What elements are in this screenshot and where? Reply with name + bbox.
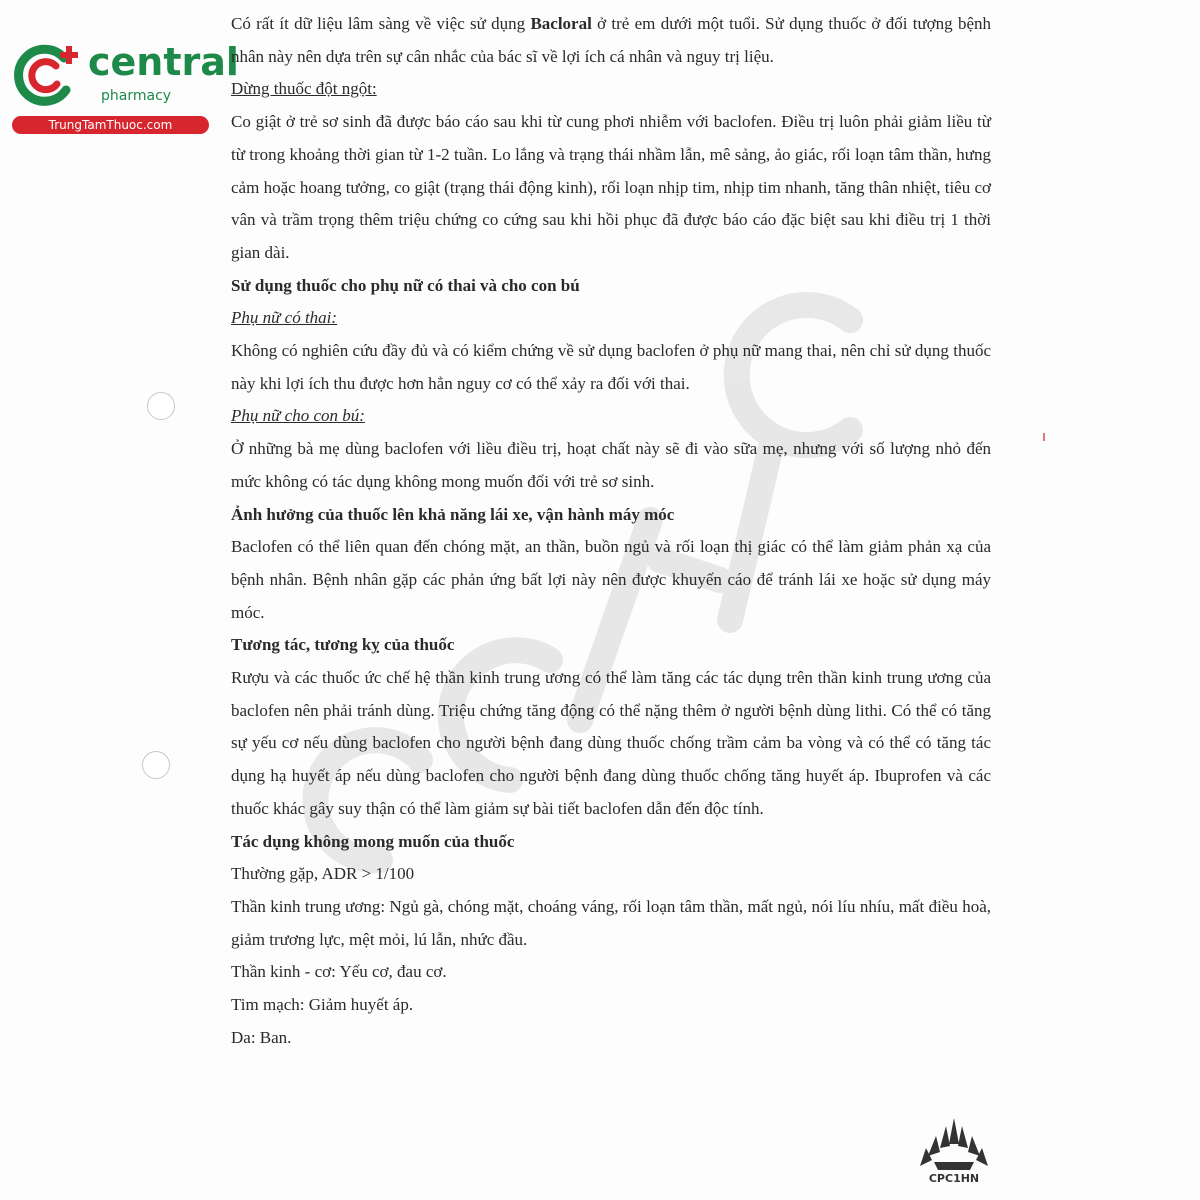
heading-breastfeeding: Phụ nữ cho con bú: <box>231 406 365 426</box>
paragraph-children <box>231 8 991 73</box>
logo-url-badge[interactable]: TrungTamThuoc.com <box>12 116 209 134</box>
p1-text-a: Có rất ít dữ liệu lâm sàng về việc sử dụng <box>231 14 531 33</box>
heading-withdrawal: Dừng thuốc đột ngột: <box>231 79 377 99</box>
paragraph-breastfeeding: Ở những bà mẹ dùng baclofen với liều điều trị, hoạt chất này sẽ đi vào sữa mẹ, nhưng với số lượng nhỏ đến mức không có tác dụng không mong muốn đối với trẻ sơ sinh. <box>231 439 991 491</box>
cpc1hn-logo <box>916 1114 992 1194</box>
scan-speck <box>1043 433 1045 441</box>
p1-text-b: ở trẻ em dưới một tuổi. Sử dụng thuốc ở đối tượng bệnh nhân này nên dựa trên sự cân nhắc của bác sĩ về lợi ích cá nhân và nguy trị liệu. <box>231 14 991 66</box>
adverse-line: Thần kinh - cơ: Yếu cơ, đau cơ. <box>231 962 447 982</box>
logo-sub-text: pharmacy <box>101 88 172 104</box>
central-logo-icon <box>12 40 82 110</box>
heading-pregnant-women: Phụ nữ có thai: <box>231 308 338 328</box>
heading-driving: Ảnh hưởng của thuốc lên khả năng lái xe, vận hành máy móc <box>231 504 675 524</box>
paragraph-driving: Baclofen có thể liên quan đến chóng mặt, an thần, buồn ngủ và rối loạn thị giác có thể làm giảm phản xạ của bệnh nhân. Bệnh nhân gặp các phản ứng bất lợi này nên được khuyến cáo để tránh lái xe hoặc sử dụng máy móc. <box>231 537 991 622</box>
heading-pregnancy-lactation: Sử dụng thuốc cho phụ nữ có thai và cho con bú <box>231 275 580 295</box>
punch-hole-bottom <box>142 751 170 779</box>
paragraph-withdrawal: Co giật ở trẻ sơ sinh đã được báo cáo sau khi từ cung phơi nhiễm với baclofen. Điều trị luôn phải giảm liều từ từ trong khoảng thời gian từ 1-2 tuần. Lo lắng và trạng thái nhầm lẫn, mê sảng, ảo giác, rối loạn tâm thần, hưng cảm hoặc hoang tưởng, co giật (trạng thái động kinh), rối loạn nhịp tim, nhịp tim nhanh, tăng thân nhiệt, tiêu cơ vân và trầm trọng thêm triệu chứng co cứng sau khi hồi phục đã được báo cáo đặc biệt sau khi điều trị 1 thời gian dài. <box>231 112 991 262</box>
document-body <box>231 8 991 1055</box>
paragraph-interactions: Rượu và các thuốc ức chế hệ thần kinh trung ương có thể làm tăng các tác dụng trên thần kinh trung ương của baclofen nên phải tránh dùng. Triệu chứng tăng động có thể nặng thêm ở người bệnh dùng lithi. Có thể có tăng sự yếu cơ nếu dùng baclofen cho người bệnh đang dùng thuốc chống trầm cảm ba vòng và có thể có tăng tác dụng hạ huyết áp nếu dùng baclofen cho người bệnh đang dùng thuốc chống tăng huyết áp. Ibuprofen và các thuốc khác gây suy thận có thể làm giảm sự bài tiết baclofen dẫn đến độc tính. <box>231 668 991 818</box>
cpc1hn-logo-icon <box>916 1114 992 1174</box>
p1-drug-name: Bacloral <box>530 14 592 33</box>
adverse-line: Da: Ban. <box>231 1027 292 1047</box>
adverse-line: Tim mạch: Giảm huyết áp. <box>231 995 414 1015</box>
cpc1hn-logo-text: CPC1HN <box>928 1172 980 1185</box>
paragraph-pregnant-women: Không có nghiên cứu đầy đủ và có kiểm chứng về sử dụng baclofen ở phụ nữ mang thai, nên chỉ sử dụng thuốc này khi lợi ích thu được hơn hẳn nguy cơ có thể xảy ra đối với thai. <box>231 341 991 393</box>
adverse-line: Thường gặp, ADR > 1/100 <box>231 864 415 884</box>
adverse-line: Thần kinh trung ương: Ngủ gà, chóng mặt, choáng váng, rối loạn tâm thần, mất ngủ, nói líu nhíu, mất điều hoà, giảm trương lực, mệt mỏi, lú lẫn, nhức đầu. <box>231 896 991 949</box>
heading-interactions: Tương tác, tương kỵ của thuốc <box>231 635 455 655</box>
logo-brand-text: central <box>88 40 239 84</box>
central-pharmacy-logo[interactable] <box>12 36 239 136</box>
punch-hole-top <box>147 392 175 420</box>
heading-adverse-effects: Tác dụng không mong muốn của thuốc <box>231 831 515 851</box>
